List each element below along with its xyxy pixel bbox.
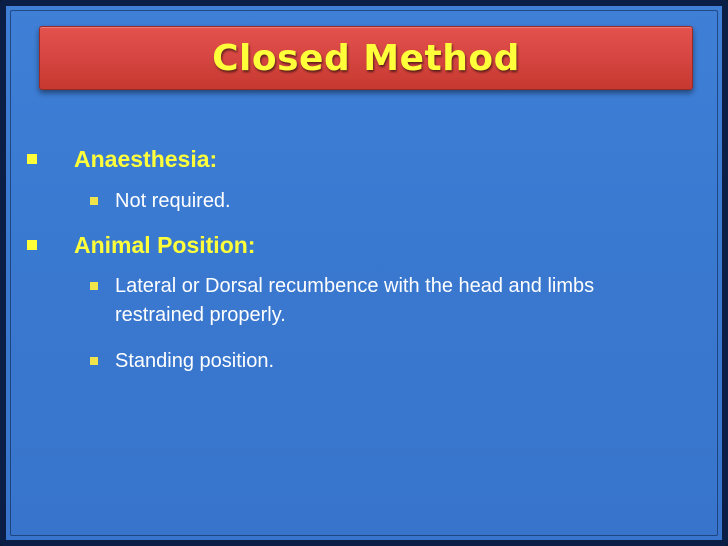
bullet-label: Animal Position: — [74, 232, 256, 258]
bullet-label: Anaesthesia: — [74, 146, 218, 172]
sub-bullet-item-standing — [90, 347, 274, 375]
bullet-item-anaesthesia — [27, 145, 217, 173]
sub-bullet-label: Lateral or Dorsal recumbence with the head and limbs restrained properly. — [115, 275, 595, 326]
slide-content — [6, 6, 722, 540]
square-bullet-icon — [90, 197, 98, 205]
sub-bullet-item-lateral — [90, 272, 675, 330]
sub-bullet-label: Standing position. — [115, 350, 275, 372]
square-bullet-icon — [27, 240, 37, 250]
sub-bullet-label: Not required. — [115, 190, 231, 212]
sub-bullet-item-not-required — [90, 187, 231, 215]
bullet-item-animal-position — [27, 231, 255, 259]
square-bullet-icon — [90, 282, 98, 290]
square-bullet-icon — [27, 154, 37, 164]
slide-title: Closed Method — [212, 37, 520, 79]
square-bullet-icon — [90, 357, 98, 365]
